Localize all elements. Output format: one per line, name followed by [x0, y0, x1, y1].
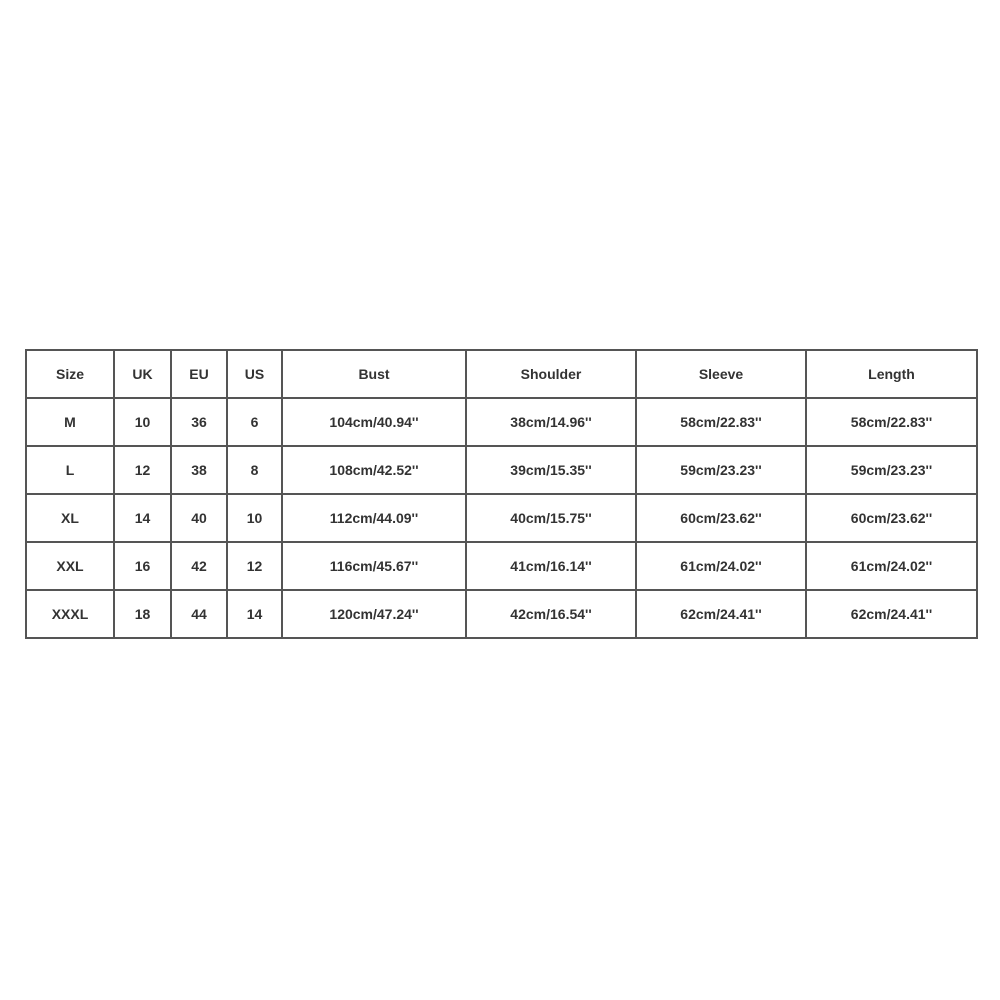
table-row — [26, 494, 977, 542]
cell-length: 58cm/22.83'' — [806, 398, 977, 446]
cell-us: 12 — [227, 542, 282, 590]
header-length: Length — [806, 350, 977, 398]
cell-eu: 40 — [171, 494, 227, 542]
cell-shoulder: 39cm/15.35'' — [466, 446, 636, 494]
header-eu: EU — [171, 350, 227, 398]
table-row — [26, 590, 977, 638]
cell-us: 10 — [227, 494, 282, 542]
cell-uk: 16 — [114, 542, 171, 590]
table-row — [26, 542, 977, 590]
cell-uk: 18 — [114, 590, 171, 638]
cell-shoulder: 40cm/15.75'' — [466, 494, 636, 542]
cell-shoulder: 41cm/16.14'' — [466, 542, 636, 590]
header-size: Size — [26, 350, 114, 398]
cell-shoulder: 42cm/16.54'' — [466, 590, 636, 638]
cell-size: L — [26, 446, 114, 494]
header-sleeve: Sleeve — [636, 350, 806, 398]
cell-size: XXXL — [26, 590, 114, 638]
cell-us: 8 — [227, 446, 282, 494]
table-header-row — [26, 350, 977, 398]
cell-shoulder: 38cm/14.96'' — [466, 398, 636, 446]
header-shoulder: Shoulder — [466, 350, 636, 398]
cell-length: 62cm/24.41'' — [806, 590, 977, 638]
cell-sleeve: 58cm/22.83'' — [636, 398, 806, 446]
cell-eu: 44 — [171, 590, 227, 638]
size-chart-table — [25, 349, 978, 639]
cell-size: XXL — [26, 542, 114, 590]
cell-eu: 38 — [171, 446, 227, 494]
cell-uk: 12 — [114, 446, 171, 494]
table-row — [26, 398, 977, 446]
header-bust: Bust — [282, 350, 466, 398]
cell-bust: 116cm/45.67'' — [282, 542, 466, 590]
cell-size: XL — [26, 494, 114, 542]
cell-us: 6 — [227, 398, 282, 446]
cell-us: 14 — [227, 590, 282, 638]
header-us: US — [227, 350, 282, 398]
cell-size: M — [26, 398, 114, 446]
cell-sleeve: 61cm/24.02'' — [636, 542, 806, 590]
cell-length: 61cm/24.02'' — [806, 542, 977, 590]
cell-bust: 104cm/40.94'' — [282, 398, 466, 446]
cell-sleeve: 62cm/24.41'' — [636, 590, 806, 638]
cell-bust: 120cm/47.24'' — [282, 590, 466, 638]
cell-length: 59cm/23.23'' — [806, 446, 977, 494]
cell-uk: 10 — [114, 398, 171, 446]
table-row — [26, 446, 977, 494]
cell-uk: 14 — [114, 494, 171, 542]
cell-sleeve: 59cm/23.23'' — [636, 446, 806, 494]
cell-sleeve: 60cm/23.62'' — [636, 494, 806, 542]
cell-bust: 112cm/44.09'' — [282, 494, 466, 542]
cell-eu: 42 — [171, 542, 227, 590]
cell-eu: 36 — [171, 398, 227, 446]
header-uk: UK — [114, 350, 171, 398]
cell-bust: 108cm/42.52'' — [282, 446, 466, 494]
cell-length: 60cm/23.62'' — [806, 494, 977, 542]
